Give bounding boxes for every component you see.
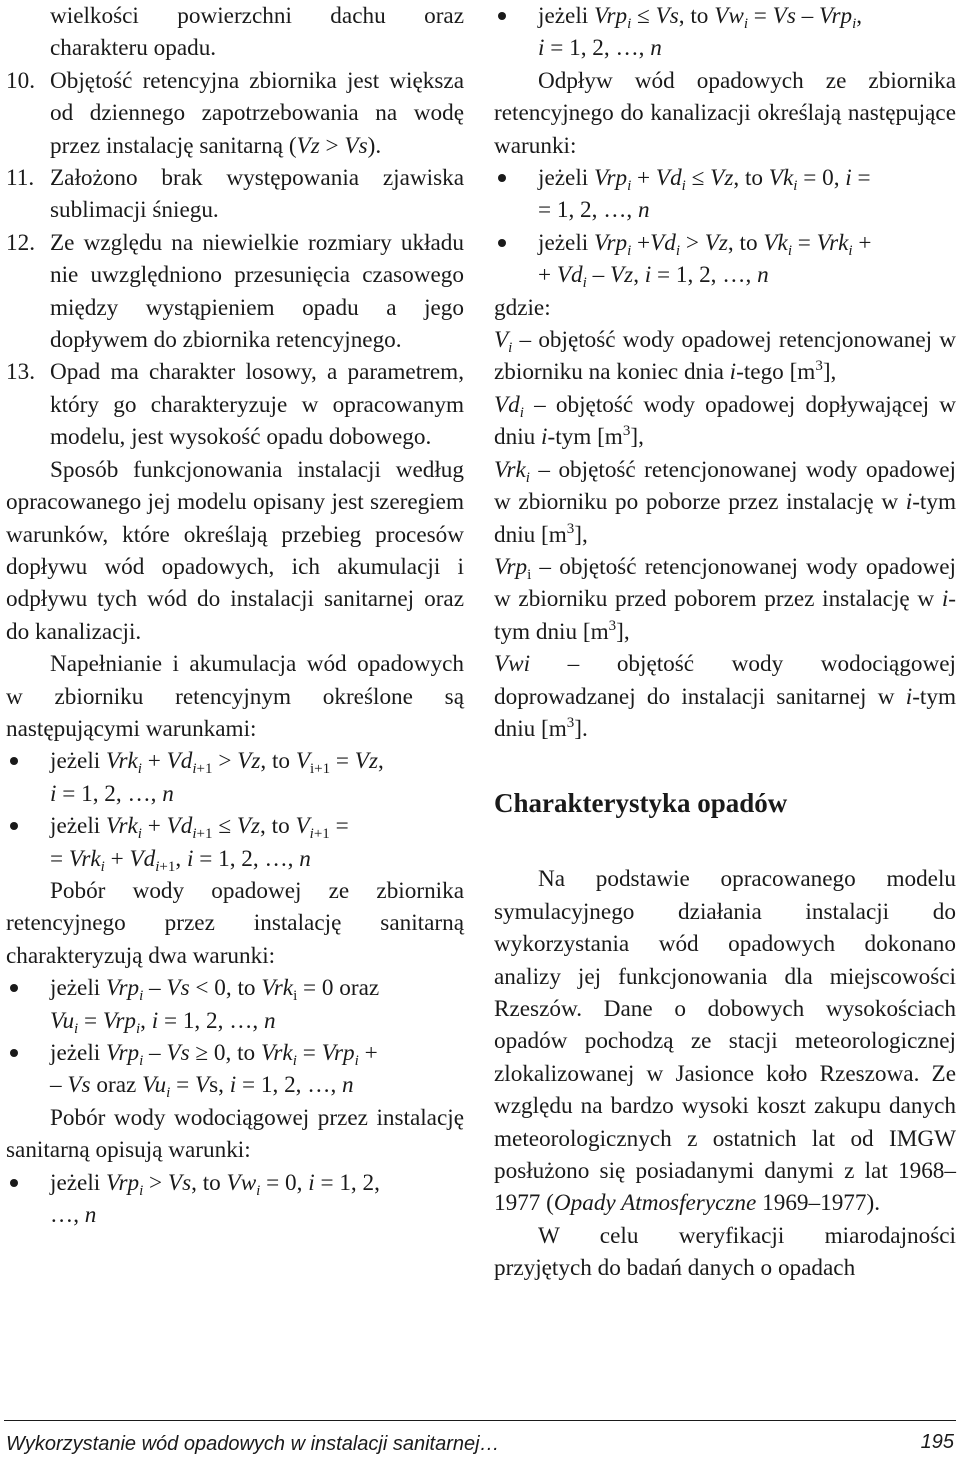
item-number: 11. <box>6 165 35 192</box>
paragraph-text: 1969–1977). <box>756 1190 880 1217</box>
item-text: Opad ma charakter losowy, a parametrem, który go charakteryzuje w opracowanym modelu, jest wysokość opadu dobowego. <box>50 359 464 451</box>
item-number: 12. <box>6 229 35 256</box>
bullet-icon <box>494 162 538 227</box>
definition-item: Vrk$_i$ – objętość retencjonowanej wody opadowej w zbiorniku po poborze przez instalację w i-tym dniu $[m^3]$, <box>494 456 956 548</box>
page-number: 195 <box>920 1431 954 1453</box>
condition-item <box>6 745 464 810</box>
definition-item: Vwi – objętość wody wodociągowej doprowadzanej do instalacji sanitarnej w i-tym dniu $[m^3]$. <box>494 651 956 742</box>
condition-item <box>6 810 464 875</box>
list-item <box>6 227 464 357</box>
definition-item: $V_i$ – objętość wody opadowej retencjonowanej w zbiorniku na koniec dnia i-tego $[m^3]$, <box>494 327 956 386</box>
bullet-icon <box>6 1037 50 1102</box>
condition-formula: jeżeli $Vrk_i + Vd_{i+1} > Vz$, to $V_{i+1} = Vz$, i = 1, 2, …, n <box>50 748 384 807</box>
bullet-icon <box>6 745 50 810</box>
condition-item <box>6 972 464 1037</box>
bullet-icon <box>494 0 538 65</box>
item-number: 13. <box>6 359 35 386</box>
condition-formula: jeżeli Vrp$_i$ > Vs, to $Vw_i = 0$, i = 1, 2, …, n <box>50 1169 380 1229</box>
item-number: 10. <box>6 67 35 94</box>
paragraph-rainfall-data <box>494 863 956 1219</box>
definition-item: Vrp$_i$ – objętość retencjonowanej wody opadowej w zbiorniku przed poborem przez instalację w i-tym dniu $[m^3]$, <box>494 553 956 645</box>
condition-formula: jeżeli $Vrp_i + Vd_i \le Vz$, to $Vk_i = 0$, i = = 1, 2, …, n <box>538 165 871 224</box>
condition-item <box>6 1037 464 1102</box>
item-text: Założono brak występowania zjawiska sublimacji śniegu. <box>50 165 464 224</box>
paragraph-rainwater-use: Pobór wody opadowej ze zbiornika retencyjnego przez instalację sanitarną charakteryzują dwa warunki: <box>6 877 464 969</box>
condition-item <box>494 0 956 65</box>
condition-formula: jeżeli Vrp$_i$ – Vs < 0, to Vrk$_i$ = 0 oraz $Vu_i = Vrp_i$, i = 1, 2, …, n <box>50 975 380 1037</box>
paragraph-tapwater-use: Pobór wody wodociągowej przez instalację sanitarną opisują warunki: <box>6 1104 464 1164</box>
list-item <box>6 162 464 227</box>
definition-item: $Vd_i$ – objętość wody opadowej dopływającej w dniu i-tym $[m^3]$, <box>494 391 956 451</box>
condition-item <box>6 1167 464 1232</box>
bullet-icon <box>6 810 50 875</box>
source-title: Opady Atmosferyczne <box>553 1190 757 1217</box>
item-text: Ze względu na niewielkie rozmiary układu nie uwzględniono przesunięcia czasowego między wystąpieniem opadu a jego dopływem do zbiornika retencyjnego. <box>50 229 464 354</box>
section-heading: Charakterystyka opadów <box>494 788 788 819</box>
paragraph-text: Na podstawie opracowanego modelu symulacyjnego działania instalacji do wykorzystania wód opadowych dokonano analizy jej funkcjonowania dla miejscowości Rzeszów. Dane o dobowych wysokościach opadów pochodzą ze stacji meteorologicznej zlokalizowanej w Jasionce koło Rzeszowa. Ze względu na bardzo wysoki koszt zakupu danych meteorologicznych z ostatnich lat od IMGW posłużono się posiadanymi danymi z lat 1968–1977 ( <box>494 866 956 1217</box>
list-item-9-continuation: wielkości powierzchni dachu oraz charakteru opadu. <box>50 3 464 62</box>
paragraph-verification: W celu weryfikacji miarodajności przyjętych do badań danych o opadach <box>494 1222 956 1282</box>
list-item <box>6 356 464 453</box>
condition-formula: jeżeli Vrp$_i$ ≤ Vs, to $Vw_i = Vs - Vrp_i$, i = 1, 2, …, n <box>538 3 863 62</box>
list-item <box>6 65 464 162</box>
footer-divider <box>4 1420 956 1421</box>
bullet-icon <box>494 227 538 292</box>
gdzie-label: gdzie: <box>494 294 551 321</box>
paragraph-model-description: Sposób funkcjonowania instalacji według opracowanego jej modelu opisany jest szeregiem warunków, które określają przebieg procesów dopływu wód opadowych, ich akumulacji i odpływu tych wód do instalacji sanitarnej oraz do kanalizacji. <box>6 456 464 645</box>
left-column <box>6 0 464 1231</box>
bullet-icon <box>6 972 50 1037</box>
item-text: Objętość retencyjna zbiornika jest większa od dziennego zapotrzebowania na wodę przez instalację sanitarną (Vz > Vs). <box>50 67 464 159</box>
paragraph-outflow: Odpływ wód opadowych ze zbiornika retencyjnego do kanalizacji określają następujące warunki: <box>494 67 956 159</box>
condition-formula: jeżeli Vrp$_i$ – Vs ≥ 0, to Vrk$_i$ = Vrp$_i$ + – Vs oraz $Vu_i = Vs$, i = 1, 2, …, n <box>50 1040 378 1102</box>
condition-formula: jeżeli $Vrk_i + Vd_{i+1} \le Vz$, to $V_{i+1}$ = = $Vrk_i + Vd_{i+1}$, i = 1, 2, …, n <box>50 813 349 875</box>
condition-item <box>494 227 956 292</box>
running-title: Wykorzystanie wód opadowych w instalacji sanitarnej… <box>6 1433 500 1455</box>
condition-item <box>494 162 956 227</box>
bullet-icon <box>6 1167 50 1232</box>
condition-formula: jeżeli $Vrp_i +Vd_i > Vz$, to $Vk_i = Vrk_i$ + + $Vd_i$ – Vz, i = 1, 2, …, n <box>538 229 872 292</box>
right-column <box>494 0 956 1285</box>
paragraph-filling: Napełnianie i akumulacja wód opadowych w zbiorniku retencyjnym określone są następującymi warunkami: <box>6 651 464 742</box>
